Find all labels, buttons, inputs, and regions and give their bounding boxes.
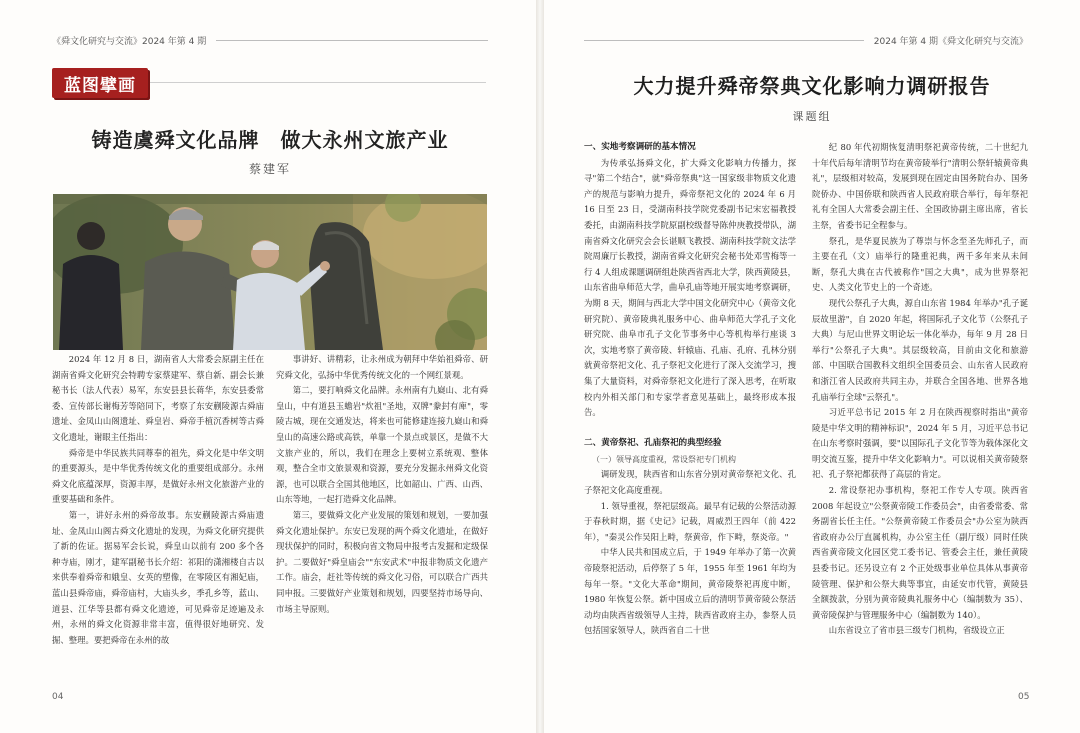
left-page <box>0 0 536 733</box>
right-paragraph: 2. 常设祭祀办事机构，祭祀工作专人专项。陕西省 2008 年起设立"公祭黄帝陵工作委员会"，由省委常委、常务副省长任主任。"公祭黄帝陵工作委员会"办公室为陕西省政府办公厅直属机构，办公室主任（副厅级）同时任陕西省黄帝陵文化园区党工委书记、管委会主任，兼任黄陵县委书记。还另设立有 2 个正处级事业单位具体从事黄帝陵管理、保护和公祭大典等事宜，由延安市代管，黄陵县全额拨款，分别为黄帝陵典礼服务中心（编制数为 35）、黄帝陵保护与管理服务中心（编制数为 140）。 <box>812 485 1028 620</box>
spine-gutter <box>536 0 544 733</box>
right-article-author: 课题组 <box>792 110 832 123</box>
right-paragraph: 现代公祭孔子大典，源自山东省 1984 年举办"孔子诞辰故里游"，自 2020 年起，将国际孔子文化节（公祭孔子大典）与尼山世界文明论坛一体化举办，每年 9 月 28 日举行"公祭孔子大典"。其层级较高，目前由文化和旅游部、中国联合国教科文组织全国委员会、山东省人民政府和浙江省人民政府共同主办，并联合全国各地、世界各地孔庙举行全球"云祭孔"。 <box>812 297 1028 402</box>
left-paragraph: 第一，讲好永州的舜帝故事。东安蒯陵源古舜庙遗址、金凤山山阁古舜文化遗址的发现，为舜文化研究提供了新的佐证。据易军会长说，舜皇山以前有 200 多个各种寺庙，刚才，建军副秘书长介绍：祁阳的潇湘楼自古以来供奉着舜帝和娥皇、女英的塑像，在零陵区有湘妃庙，蓝山县舜帝庙，舜帝庙村，大庙头乡，季孔乡等，蓝山、道县、江华等县都有舜文化遗迹，可见舜帝足迹遍及永州，永州的舜文化资源非常丰富，值得很好地研究、发掘、整理。要把舜帝在永州的故 <box>52 509 264 645</box>
right-paragraph: 纪 80 年代初期恢复清明祭祀黄帝传统，二十世纪九十年代后每年清明节均在黄帝陵举行"清明公祭轩辕黄帝典礼"，层级相对较高，发展到现在固定由国务院台办、国务院侨办、中国侨联和陕西省人民政府联合举行，每年祭祀礼有全国人大常委会副主任、全国政协副主席出席，省长主祭，省委书记全程参与。 <box>812 142 1028 230</box>
right-paragraph: 山东省设立了省市县三级专门机构，省级设立正 <box>828 625 1005 636</box>
right-paragraph: 1. 领导重视，祭祀层级高。最早有记载的公祭活动源于春秋时期，据《史记》记载，周威烈王四年（前 422 年），"秦灵公作吴阳上畤，祭黄帝，作下畤，祭炎帝。" <box>584 500 796 542</box>
right-paragraph: 中华人民共和国成立后，于 1949 年举办了第一次黄帝陵祭祀活动，后停祭了 5 年，1955 年至 1961 年均为每年一祭。"文化大革命"期间，黄帝陵祭祀再度中断，1980 年恢复公祭。新中国成立后的清明节黄帝陵公祭活动均由陕西省级领导人主持，陕西省政府主办，参祭人员包括国家领导人，陕西省自二十世 <box>584 547 797 636</box>
left-article-title: 铸造虞舜文化品牌 做大永州文旅产业 <box>91 128 449 152</box>
right-column-2 <box>812 140 1028 639</box>
left-running-head <box>52 34 488 47</box>
right-column-1 <box>584 140 796 639</box>
left-paragraph: 第三，要做舜文化产业发展的策划和规划，一要加强舜文化遗址保护。东安已发现的两个舜文化遗址，在做好现状保护的同时，积极向省文物局申报考古发掘和定级保护。二要做好"舜皇庙会""东安武术"申报非物质文化遗产工作。庙会，赶社等传统的舜文化习俗，可以联合广西共同申报。三要做好产业策划和规划，四要坚持市场导向、市场主导原则。 <box>276 509 488 614</box>
right-page-number: 05 <box>1018 692 1030 702</box>
left-column-2 <box>276 352 488 617</box>
article-photo <box>53 194 487 350</box>
right-running-head <box>584 34 1028 47</box>
left-running-head-text: 《舜文化研究与交流》2024 年第 4 期 <box>52 37 207 47</box>
left-running-head-rule <box>216 40 488 41</box>
right-paragraph: 祭孔，是华夏民族为了尊崇与怀念至圣先师孔子，而主要在孔（文）庙举行的隆重祀典，两千多年来从未间断，祭孔大典在古代被称作"国之大典"，成为世界祭祀史、人类文化节史上的一个奇迹。 <box>812 235 1028 293</box>
left-paragraph: 2024 年 12 月 8 日，湖南省人大常委会原副主任在湖南省舜文化研究会特聘专家蔡建军、蔡自新、副会长兼秘书长（法人代表）易军，东安县县长蒋华，东安县委常委、宣传部长谢梅芳等陪同下，考察了东安蒯陵源古舜庙遗址、金凤山山阁遗址、舜皇岩、舜帝手植沉香树等古舜文化遗址，谢眼主任指出： <box>52 354 264 442</box>
right-page <box>544 0 1080 733</box>
subsection-heading: （一）领导高度重视，常设祭祀专门机构 <box>592 454 736 464</box>
left-page-number: 04 <box>52 692 64 702</box>
right-paragraph: 为传承弘扬舜文化，扩大舜文化影响力传播力，探寻"第二个结合"，就"舜帝祭典"这一国家级非物质文化遗产的规范与影响力提升，舜帝祭祀文化的 2024 年 6 月 16 日至 23 日，受湖南科技学院党委副书记宋宏福教授委托，由湖南科技学院原副校级督导陈仲庚教授带队，湖南省舜文化研究会会长谌顺飞教授、湖南科技学院文法学院周廉厅长教授，湖南省舜文化研究会秘书处邓雪梅等一行 4 人组成课题调研组赴陕西省西北大学，陕西黄陵县，山东省曲阜师范大学，曲阜孔庙等地开展实地考察调研，为期 8 天，期间与西北大学中国文化研究中心（黄帝文化研究院）、黄帝陵典礼服务中心、曲阜师范大学孔子文化研究院、曲阜市孔子文化节事务中心等机构举行座谈 3 次，实地考察了黄帝陵、轩辕庙、孔庙、孔府、孔林分别就黄帝祭祀文化、孔子祭祀文化进行了深入交流学习，搜集了大量资料，对舜帝祭祀文化进行了深入思考，在听取校内外相关部门和专家学者意见基础上，最终形成本报告。 <box>584 157 796 418</box>
left-article-author: 蔡建军 <box>248 162 291 176</box>
section-heading: 一、实地考察调研的基本情况 <box>584 142 696 152</box>
right-article-title: 大力提升舜帝祭典文化影响力调研报告 <box>633 74 991 98</box>
section-heading: 二、黄帝祭祀、孔庙祭祀的典型经验 <box>584 438 722 449</box>
right-paragraph: 调研发现，陕西省和山东省分别对黄帝祭祀文化、孔子祭祀文化高度重视。 <box>584 469 796 496</box>
left-paragraph: 舜帝是中华民族共同尊奉的祖先，舜文化是中华文明的重要源头，是中华优秀传统文化的重要组成部分。永州舜文化底蕴深厚，资源丰厚，是做好永州文化旅游产业的重要基础和条件。 <box>52 447 264 505</box>
left-paragraph: 事讲好、讲精彩，让永州成为朝拜中华始祖舜帝、研究舜文化，弘扬中华优秀传统文化的一个网红景观。 <box>276 354 488 380</box>
left-column-1 <box>52 352 264 648</box>
column-label-badge: 蓝图擘画 <box>52 68 148 98</box>
left-paragraph: 第二，要打响舜文化品牌。永州南有九嶷山、北有舜皇山，中有道县玉蟾岩"炊祖"圣地，双牌"豢封有庳"，零陵古城，现在交通发达，将来也可能修建连接九嶷山和舜皇山的高速公路或高铁，单靠一个景点或景区，是做不大文旅产业的，所以，我们在理念上要树立系统观、整体观，整合全市文旅景观和资源，要充分发掘永州舜文化资源，也可以联合全国其他地区，比如韶山、广西、山西、山东等地，一起打造舜文化品牌。 <box>276 385 488 505</box>
badge-rule <box>150 82 486 83</box>
section-gap <box>584 421 796 437</box>
right-running-head-rule <box>584 40 864 41</box>
right-paragraph: 习近平总书记 2015 年 2 月在陕西视察时指出"黄帝陵是中华文明的精神标识"，2024 年 5 月，习近平总书记在山东考察时强调，要"以国际孔子文化节等为载体深化文明交流互鉴，提升中华文化影响力"。可以说相关黄帝陵祭祀、孔子祭祀都获得了高层的肯定。 <box>812 407 1028 480</box>
right-running-head-text: 2024 年第 4 期《舜文化研究与交流》 <box>873 37 1028 47</box>
